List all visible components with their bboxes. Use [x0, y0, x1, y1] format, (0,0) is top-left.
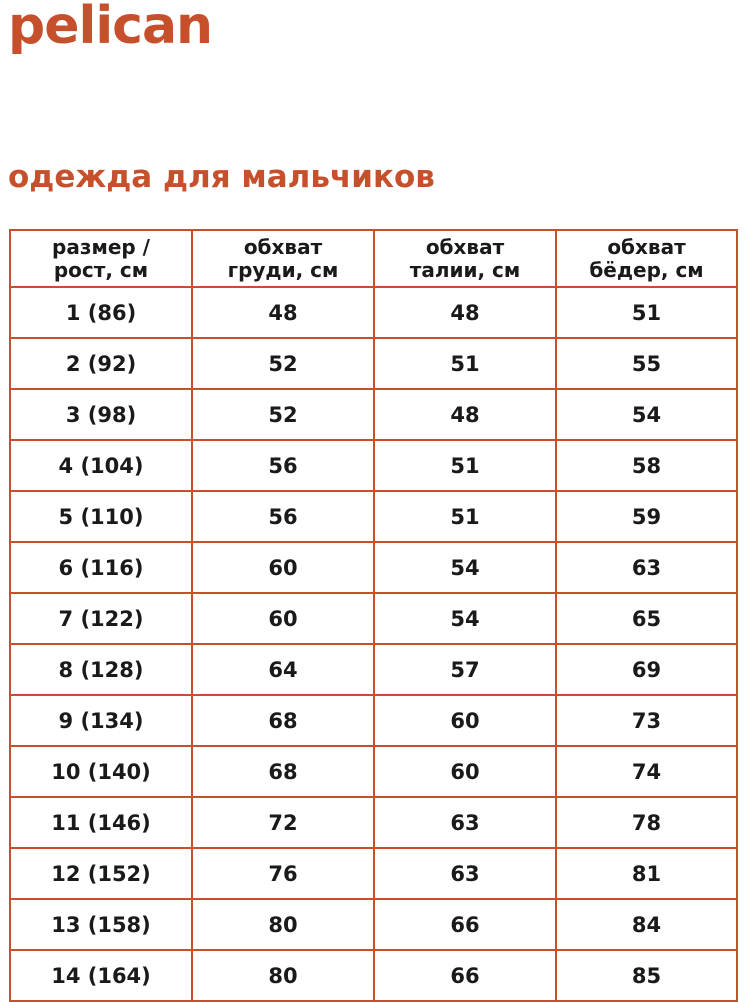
cell-hips: 69 — [556, 644, 737, 695]
cell-waist: 48 — [374, 287, 556, 338]
header-waist — [374, 230, 556, 287]
cell-size-height: 3 (98) — [10, 389, 192, 440]
cell-chest: 52 — [192, 338, 374, 389]
cell-chest: 60 — [192, 593, 374, 644]
table-row — [10, 899, 737, 950]
cell-size-height: 13 (158) — [10, 899, 192, 950]
cell-size-height: 10 (140) — [10, 746, 192, 797]
brand-logo: pelican — [8, 0, 213, 56]
table-row — [10, 593, 737, 644]
table-row — [10, 542, 737, 593]
cell-waist: 63 — [374, 797, 556, 848]
header-hips — [556, 230, 737, 287]
cell-chest: 64 — [192, 644, 374, 695]
header-line: груди, см — [227, 257, 339, 282]
cell-size-height: 8 (128) — [10, 644, 192, 695]
header-line: обхват — [425, 234, 505, 259]
cell-chest: 72 — [192, 797, 374, 848]
cell-hips: 58 — [556, 440, 737, 491]
cell-waist: 51 — [374, 440, 556, 491]
cell-hips: 51 — [556, 287, 737, 338]
cell-size-height: 11 (146) — [10, 797, 192, 848]
cell-size-height: 6 (116) — [10, 542, 192, 593]
table-row — [10, 440, 737, 491]
table-row — [10, 338, 737, 389]
cell-waist: 51 — [374, 338, 556, 389]
table-row — [10, 491, 737, 542]
cell-chest: 68 — [192, 746, 374, 797]
cell-size-height: 14 (164) — [10, 950, 192, 1001]
header-line: бёдер, см — [589, 257, 704, 282]
table-body — [10, 287, 737, 1001]
table-row — [10, 287, 737, 338]
cell-waist: 66 — [374, 950, 556, 1001]
cell-hips: 74 — [556, 746, 737, 797]
cell-hips: 73 — [556, 695, 737, 746]
cell-chest: 56 — [192, 440, 374, 491]
page-title: одежда для мальчиков — [8, 159, 435, 195]
cell-chest: 68 — [192, 695, 374, 746]
cell-hips: 81 — [556, 848, 737, 899]
cell-waist: 51 — [374, 491, 556, 542]
cell-waist: 63 — [374, 848, 556, 899]
cell-chest: 60 — [192, 542, 374, 593]
table-row — [10, 695, 737, 746]
table-row — [10, 797, 737, 848]
cell-waist: 54 — [374, 593, 556, 644]
header-line: обхват — [243, 234, 323, 259]
cell-waist: 54 — [374, 542, 556, 593]
cell-chest: 52 — [192, 389, 374, 440]
cell-hips: 63 — [556, 542, 737, 593]
cell-chest: 80 — [192, 950, 374, 1001]
cell-chest: 80 — [192, 899, 374, 950]
cell-waist: 57 — [374, 644, 556, 695]
header-size-height — [10, 230, 192, 287]
cell-hips: 84 — [556, 899, 737, 950]
table-row — [10, 746, 737, 797]
cell-hips: 85 — [556, 950, 737, 1001]
header-line: рост, см — [53, 257, 149, 282]
table-row — [10, 950, 737, 1001]
cell-hips: 55 — [556, 338, 737, 389]
cell-size-height: 1 (86) — [10, 287, 192, 338]
cell-hips: 54 — [556, 389, 737, 440]
cell-waist: 66 — [374, 899, 556, 950]
table-row — [10, 644, 737, 695]
header-line: талии, см — [409, 257, 521, 282]
cell-hips: 59 — [556, 491, 737, 542]
header-line: размер / — [52, 234, 150, 259]
header-line: обхват — [607, 234, 686, 259]
table-row — [10, 389, 737, 440]
cell-hips: 78 — [556, 797, 737, 848]
cell-waist: 48 — [374, 389, 556, 440]
cell-chest: 56 — [192, 491, 374, 542]
table-header-row — [10, 230, 737, 287]
header-chest — [192, 230, 374, 287]
size-chart-table — [9, 229, 738, 1002]
cell-chest: 48 — [192, 287, 374, 338]
cell-waist: 60 — [374, 695, 556, 746]
cell-size-height: 9 (134) — [10, 695, 192, 746]
cell-size-height: 2 (92) — [10, 338, 192, 389]
table-row — [10, 848, 737, 899]
cell-size-height: 12 (152) — [10, 848, 192, 899]
cell-waist: 60 — [374, 746, 556, 797]
cell-chest: 76 — [192, 848, 374, 899]
cell-size-height: 5 (110) — [10, 491, 192, 542]
cell-size-height: 4 (104) — [10, 440, 192, 491]
cell-hips: 65 — [556, 593, 737, 644]
cell-size-height: 7 (122) — [10, 593, 192, 644]
